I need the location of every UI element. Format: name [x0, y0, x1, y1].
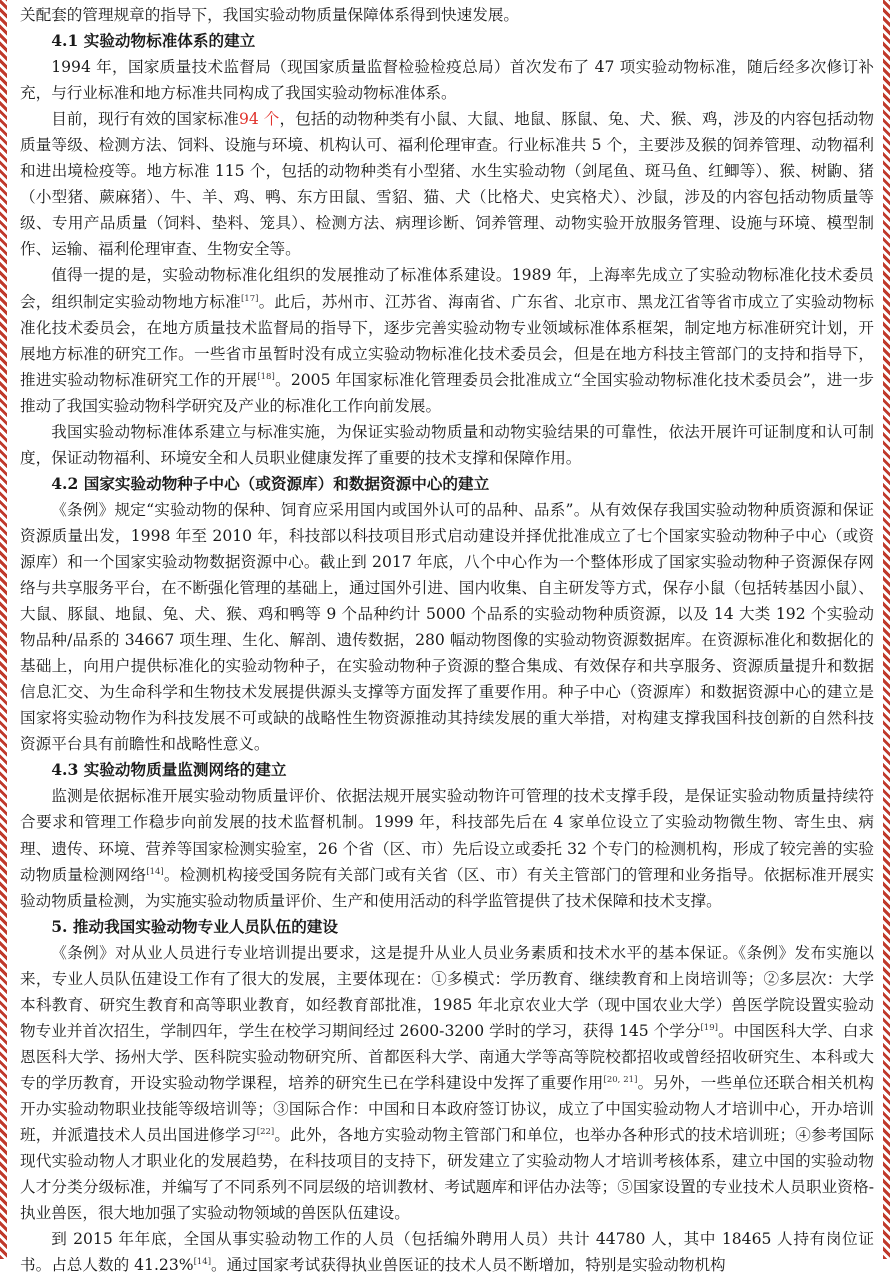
paragraph-seed-centers: 《条例》规定“实验动物的保种、饲育应采用国内或国外认可的品种、品系”。从有效保存我国实验动物种质资源和保证资源质量出发，1998 年至 2010 年，科技部以科技项目形式启动建设并择优批准成立了七个国家实验动物种子中心（或资源库）和一个国家实验动物数据资源中心。截止到 2017 年底，八个中心作为一个整体形成了国家实验动物种子资源保存网络与共享服务平台，在不断强化管理的基础上，通过国外引进、国内收集、自主研发等方式，保存小鼠（包括转基因小鼠）、大鼠、豚鼠、地鼠、兔、犬、猴、鸡和鸭等 9 个品种约计 5000 个品系的实验动物种质资源，以及 14 大类 192 个实验动物品种/品系的 34667 项生理、生化、解剖、遗传数据，280 幅动物图像的实验动物资源数据库。在资源标准化和数据化的基础上，向用户提供标准化的实验动物种子，在实验动物种子资源的整合集成、有效保存和共享服务、资源质量提升和数据信息汇交、为生命科学和生物技术发展提供源头支撑等方面发挥了重要作用。种子中心（资源库）和数据资源中心的建立是国家将实验动物作为科技发展不可或缺的战略性生物资源推动其持续发展的重大举措，对构建支撑我国科技创新的自然科技资源平台具有前瞻性和战略性意义。 — [20, 500, 874, 754]
text: 监测是依据标准开展实验动物质量评价、依据法规开展实验动物许可管理的技术支撑手段，是保证实验动物质量持续符合要求和管理工作稳步向前发展的技术监督机制。1999 年，科技部先后在 4 家单位设立了实验动物微生物、寄生虫、病理、遗传、环境、营养等国家检测实验室，26 个省（区、市）先后设立或委托 32 个专门的检测机构，形成了较完善的实验动物质量检测网络 — [20, 787, 874, 884]
paragraph-standards-1994: 1994 年，国家质量技术监督局（现国家质量监督检验检疫总局）首次发布了 47 项实验动物标准，随后经多次修订补充，与行业标准和地方标准共同构成了我国实验动物标准体系。 — [20, 58, 874, 103]
paragraph-professional-training — [20, 940, 874, 1227]
text: 。2005 年国家标准化管理委员会批准成立“全国实验动物标准化技术委员会”，进一步推动了我国实验动物科学研究及产业的标准化工作向前发展。 — [20, 370, 874, 415]
text: 。检测机构接受国务院有关部门或有关省（区、市）有关主管部门的管理和业务指导。依据标准开展实验动物质量检测，为实施实验动物质量评价、生产和使用活动的科学监管提供了技术保障和技术支撑。 — [20, 865, 874, 910]
citation-ref: [18] — [257, 371, 275, 382]
citation-ref: [14] — [146, 866, 164, 877]
citation-ref: [19] — [700, 1022, 718, 1033]
text: 。此后，苏州市、江苏省、海南省、广东省、北京市、黑龙江省等省市成立了实验动物标准化技术委员会，在地方质量技术监督局的指导下，逐步完善实验动物专业领域标准体系框架，制定地方标准研究计划，开展地方标准的研究工作。一些省市虽暂时没有成立实验动物标准化技术委员会，但是在地方科技主管部门的支持和指导下，推进实验动物标准研究工作的开展 — [20, 292, 874, 389]
highlighted-count: 94 个 — [238, 110, 280, 129]
section-heading-4-3: 4.3 实验动物质量监测网络的建立 — [51, 760, 287, 780]
citation-ref: [20, 21] — [603, 1074, 638, 1085]
paragraph-standards-summary: 我国实验动物标准体系建立与标准实施，为保证实验动物质量和动物实验结果的可靠性，依法开展许可证制度和认可制度，保证动物福利、环境安全和人员职业健康发挥了重要的技术支撑和保障作用。 — [20, 422, 874, 467]
citation-ref: [14] — [193, 1257, 212, 1268]
text: 。中国医科大学、白求恩医科大学、扬州大学、医科院实验动物研究所、首都医科大学、南通大学等高等院校都招收或曾经招收研究生、本科或大专的学历教育，开设实验动物学课程，培养的研究生已在学科建设中发挥了重要作用 — [20, 1021, 874, 1092]
paragraph-intro-continuation: 关配套的管理规章的指导下，我国实验动物质量保障体系得到快速发展。 — [20, 6, 520, 24]
text: 目前，现行有效的国家标准 — [51, 110, 239, 129]
text: 。另外，一些单位还联合相关机构开办实验动物职业技能等级培训等；③国际合作：中国和日本政府签订协议，成立了中国实验动物人才培训中心，开办培训班，并派遣技术人员出国进修学习 — [20, 1073, 874, 1145]
paragraph-workforce-2015 — [20, 1226, 874, 1278]
citation-ref: [17] — [240, 293, 259, 304]
section-heading-5: 5. 推动我国实验动物专业人员队伍的建设 — [51, 916, 338, 936]
text: 《条例》对从业人员进行专业培训提出要求，这是提升从业人员业务素质和技术水平的基本保证。《条例》发布实施以来，专业人员队伍建设工作有了很大的发展，主要体现在：①多模式：学历教育、继续教育和上岗培训等；②多层次：大学本科教育、研究生教育和高等职业教育，如经教育部批准，1985 年北京农业大学（现中国农业大学）兽医学院设置实验动物专业并首次招生，学制四年，学生在校学习期间经过 2600-3200 学时的学习，获得 145 个学分 — [20, 943, 874, 1040]
paragraph-current-standards — [20, 106, 874, 262]
right-border-decoration — [883, 0, 890, 1259]
paragraph-monitoring-network — [20, 783, 874, 913]
left-border-decoration — [0, 0, 7, 1259]
text: 。此外，各地方实验动物主管部门和单位，也举办各种形式的技术培训班；④参考国际现代实验动物人才职业化的发展趋势，在科技项目的支持下，研发建立了实验动物人才培训考核体系，建立中国的实验动物人才分类分级标准，并编写了不同系列不同层级的培训教材、考试题库和评估办法等；⑤国家设置的专业技术人员职业资格-执业兽医，很大地加强了实验动物领域的兽医队伍建设。 — [20, 1126, 874, 1223]
paragraph-standardization-committees — [20, 262, 874, 418]
citation-ref: [22] — [256, 1126, 275, 1137]
section-heading-4-1: 4.1 实验动物标准体系的建立 — [51, 31, 256, 51]
section-heading-4-2: 4.2 国家实验动物种子中心（或资源库）和数据资源中心的建立 — [51, 473, 490, 493]
text: 。通过国家考试获得执业兽医证的技术人员不断增加，特别是实验动物机构 — [211, 1256, 726, 1275]
text: ，包括的动物种类有小鼠、大鼠、地鼠、豚鼠、兔、犬、猴、鸡，涉及的内容包括动物质量等级、检测方法、饲料、设施与环境、机构认可、福利伦理审查。行业标准共 5 个，主要涉及猴的饲养管理、动物福利和进出境检疫等。地方标准 115 个，包括的动物种类有小型猪、水生实验动物（剑尾鱼、斑马鱼、红鲫等）、猴、树鼩、猪（小型猪、蕨麻猪）、牛、羊、鸡、鸭、东方田鼠、雪貂、猫、犬（比格犬、史宾格犬）、沙鼠，涉及的内容包括动物质量等级、专用产品质量（饲料、垫料、笼具）、检测方法、病理诊断、饲养管理、动物实验开放服务管理、设施与环境、模型制作、运输、福利伦理审查、生物安全等。 — [20, 110, 874, 259]
text: 到 2015 年年底，全国从事实验动物工作的人员（包括编外聘用人员）共计 44780 人，其中 18465 人持有岗位证书。占总人数的 41.23% — [20, 1230, 874, 1275]
text: 值得一提的是，实验动物标准化组织的发展推动了标准体系建设。1989 年，上海率先成立了实验动物标准化技术委员会，组织制定实验动物地方标准 — [20, 266, 874, 311]
document-page — [20, 2, 874, 1278]
